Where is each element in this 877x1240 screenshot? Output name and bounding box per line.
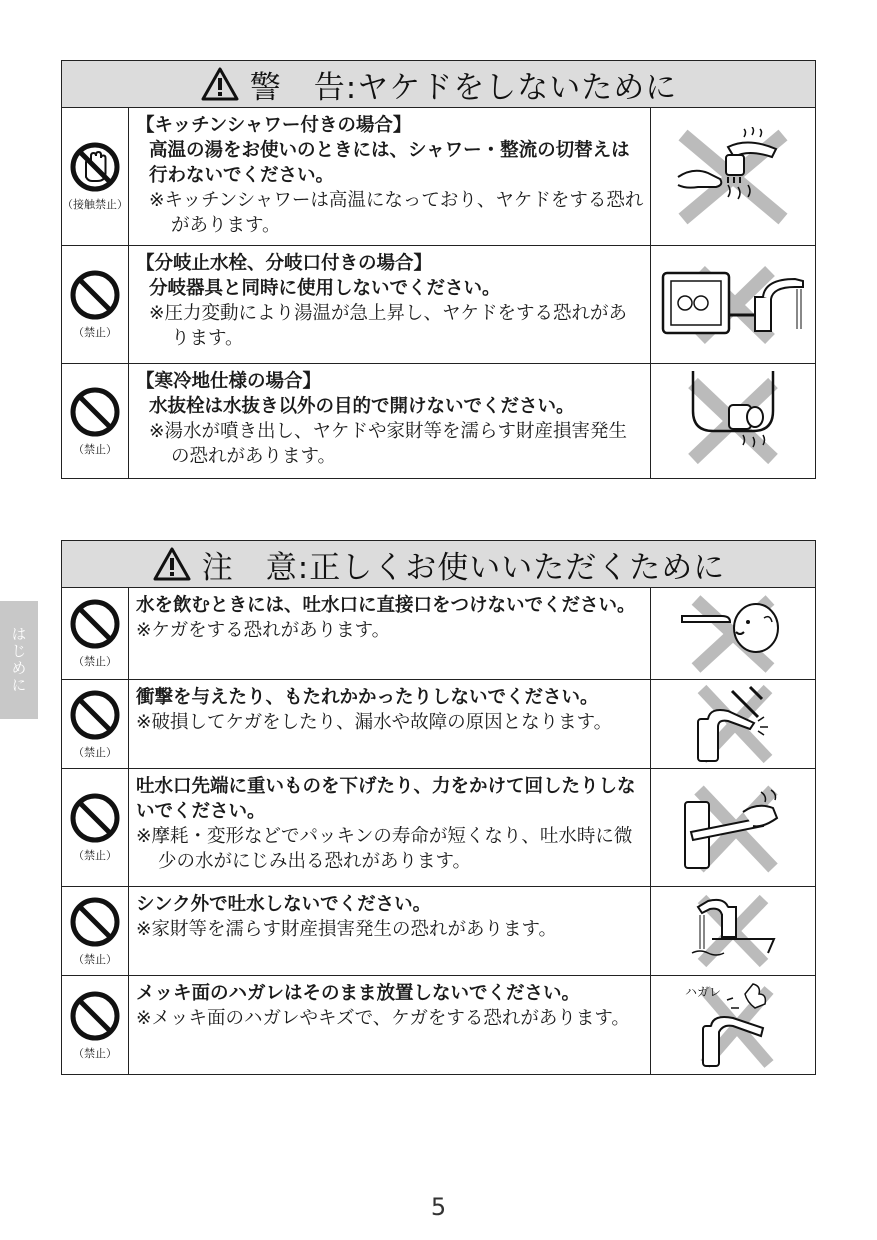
text-cell: [129, 769, 651, 886]
illustration-dishwasher-and-faucet: [651, 246, 815, 363]
illustration-forcing-spout: [651, 769, 815, 886]
row-main-text: 水抜栓は水抜き以外の目的で開けないでください。: [149, 396, 575, 417]
prohibition-icon: [69, 386, 121, 438]
row-main-text: 水を飲むときには、吐水口に直接口をつけないでください。: [136, 595, 636, 616]
text-cell: [129, 588, 651, 679]
illustration-spout-outside-sink: [651, 887, 815, 975]
illustration-child-drinking: [651, 588, 815, 679]
drain-plug-illustration: [673, 371, 793, 471]
icon-caption: （禁止）: [73, 1046, 117, 1060]
prohibition-icon: [69, 598, 121, 650]
row-main-text: 衝撃を与えたり、もたれかかったりしないでください。: [136, 687, 599, 708]
icon-cell: [62, 108, 129, 245]
row-main-text: 分岐器具と同時に使用しないでください。: [149, 278, 501, 299]
illustration-hammer-impact: [651, 680, 815, 768]
row-main-text: 高温の湯をお使いのときには、シャワー・整流の切替えは行わないでください。: [149, 140, 630, 186]
text-cell: [129, 246, 651, 363]
row-note: ※家財等を濡らす財産損害発生の恐れがあります。: [136, 919, 558, 940]
row-main-text: シンク外で吐水しないでください。: [136, 894, 432, 915]
forcing-spout-illustration: [677, 782, 789, 874]
prohibition-icon: [69, 792, 121, 844]
icon-cell: [62, 246, 129, 363]
row-note: ※ケガをする恐れがあります。: [136, 620, 391, 641]
row-note: ※キッチンシャワーは高温になっており、ヤケドをする恐れがあります。: [149, 190, 644, 236]
icon-cell: [62, 769, 129, 886]
text-cell: [129, 364, 651, 478]
caution-row: [62, 680, 815, 769]
peeling-plating-illustration: [683, 980, 783, 1070]
warning-row: [62, 108, 815, 246]
row-note: ※湯水が噴き出し、ヤケドや家財等を濡らす財産損害発生の恐れがあります。: [149, 421, 628, 467]
section-side-tab: [0, 601, 38, 719]
icon-caption: （禁止）: [73, 655, 117, 668]
icon-caption: （禁止）: [73, 326, 117, 339]
icon-cell: [62, 976, 129, 1074]
row-note: ※メッキ面のハガレやキズで、ケガをする恐れがあります。: [136, 1008, 630, 1029]
page-number: 5: [430, 1193, 447, 1221]
warning-row: [62, 246, 815, 364]
text-cell: [129, 680, 651, 768]
text-cell: [129, 976, 651, 1074]
dishwasher-faucet-illustration: [655, 259, 811, 351]
icon-cell: [62, 680, 129, 768]
illustration-drain-plug: [651, 364, 815, 478]
illustration-hand-under-hot-shower: [651, 108, 815, 245]
row-heading: 【キッチンシャワー付きの場合】: [136, 115, 412, 136]
caution-row: [62, 769, 815, 887]
icon-caption: （接触禁止）: [62, 198, 128, 211]
icon-caption: （禁止）: [73, 952, 117, 966]
row-heading: 【寒冷地仕様の場合】: [136, 371, 322, 392]
caution-header: [62, 541, 815, 588]
prohibition-icon: [69, 990, 121, 1042]
icon-cell: [62, 588, 129, 679]
illustration-peeling-plating: [651, 976, 815, 1074]
text-cell: [129, 887, 651, 975]
hot-shower-illustration: [668, 127, 798, 227]
warning-title: 警 告:ヤケドをしないために: [249, 69, 678, 106]
caution-triangle-icon: [152, 546, 192, 582]
icon-caption: （禁止）: [73, 442, 117, 456]
prohibition-icon: [69, 689, 121, 741]
icon-caption: （禁止）: [73, 849, 117, 862]
caution-title: 注 意:正しくお使いいただくために: [201, 549, 726, 586]
no-touch-hand-icon: [69, 141, 121, 193]
text-cell: [129, 108, 651, 245]
caution-row: [62, 976, 815, 1074]
row-heading: 【分岐止水栓、分岐口付きの場合】: [136, 253, 433, 274]
hammer-faucet-illustration: [688, 683, 778, 765]
icon-caption: （禁止）: [73, 745, 117, 759]
row-main-text: メッキ面のハガレはそのまま放置しないでください。: [136, 983, 581, 1004]
prohibition-icon: [69, 269, 121, 321]
row-note: ※圧力変動により湯温が急上昇し、ヤケドをする恐れがあります。: [149, 303, 628, 349]
warning-block: [61, 60, 816, 479]
prohibition-icon: [69, 896, 121, 948]
row-note: ※摩耗・変形などでパッキンの寿命が短くなり、吐水時に微少の水がにじみ出る恐れがあります。: [136, 826, 633, 872]
spout-outside-sink-illustration: [688, 893, 778, 969]
child-drinking-illustration: [678, 594, 788, 674]
warning-row: [62, 364, 815, 478]
caution-row: [62, 887, 815, 976]
icon-cell: [62, 887, 129, 975]
row-note: ※破損してケガをしたり、漏水や故障の原因となります。: [136, 712, 613, 733]
caution-block: [61, 540, 816, 1075]
warning-header: [62, 61, 815, 108]
warning-triangle-icon: [200, 66, 240, 102]
icon-cell: [62, 364, 129, 478]
peeling-label: ハガレ: [685, 985, 722, 999]
side-tab-label: はじめに: [9, 626, 28, 694]
caution-row: [62, 588, 815, 680]
row-main-text: 吐水口先端に重いものを下げたり、力をかけて回したりしないでください。: [136, 776, 636, 822]
